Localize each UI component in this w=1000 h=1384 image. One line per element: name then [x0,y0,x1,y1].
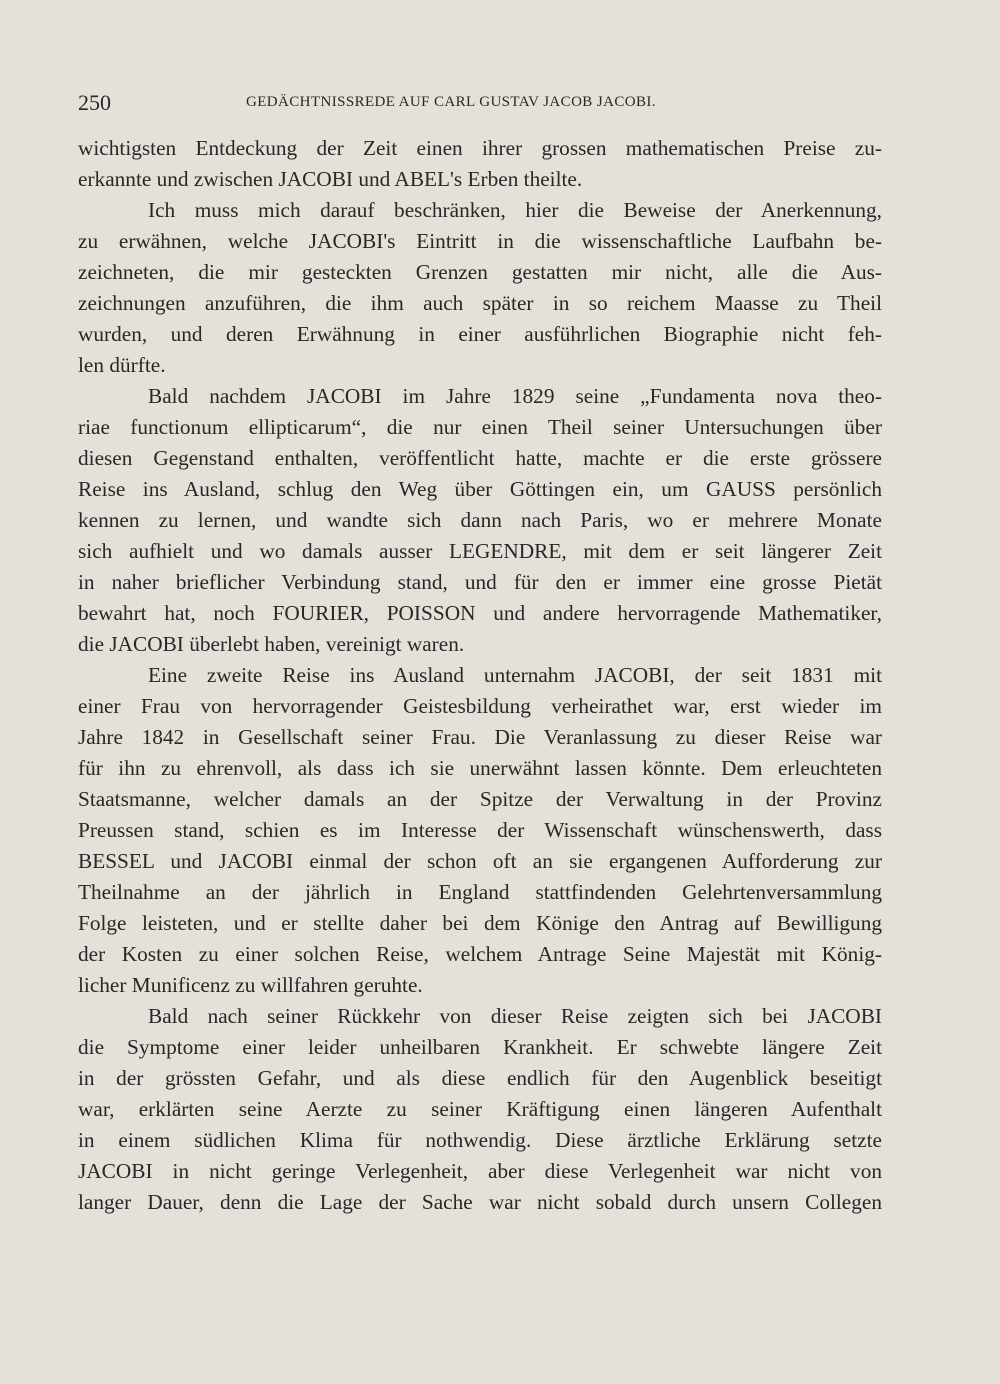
text-line: Bald nachdem JACOBI im Jahre 1829 seine „Fundamenta nova theo- [148,384,882,408]
text-line: Ich muss mich darauf beschränken, hier die Beweise der Anerkennung, [148,198,882,222]
text-line: war, erklärten seine Aerzte zu seiner Kräftigung einen längeren Aufenthalt [78,1097,882,1121]
text-line: wurden, und deren Erwähnung in einer ausführlichen Biographie nicht feh- [78,322,882,346]
body-text [78,133,882,1218]
text-line: JACOBI in nicht geringe Verlegenheit, aber diese Verlegenheit war nicht von [78,1159,882,1183]
text-line: kennen zu lernen, und wandte sich dann nach Paris, wo er mehrere Monate [78,508,882,532]
text-line: Staatsmanne, welcher damals an der Spitze der Verwaltung in der Provinz [78,787,882,811]
text-line: sich aufhielt und wo damals ausser LEGENDRE, mit dem er seit längerer Zeit [78,539,882,563]
text-line: Folge leisteten, und er stellte daher bei dem Könige den Antrag auf Bewilligung [78,911,882,935]
text-line: erkannte und zwischen JACOBI und ABEL's Erben theilte. [78,167,583,191]
text-line: langer Dauer, denn die Lage der Sache war nicht sobald durch unsern Collegen [78,1190,882,1214]
text-line: einer Frau von hervorragender Geistesbildung verheirathet war, erst wieder im [78,694,882,718]
text-line: für ihn zu ehrenvoll, als dass ich sie unerwähnt lassen könnte. Dem erleuchteten [78,756,882,780]
running-title: GEDÄCHTNISSREDE AUF CARL GUSTAV JACOB JACOBI. [246,94,656,110]
text-line: wichtigsten Entdeckung der Zeit einen ihrer grossen mathematischen Preise zu- [78,136,882,160]
text-line: Bald nach seiner Rückkehr von dieser Reise zeigten sich bei JACOBI [148,1004,882,1028]
text-line: bewahrt hat, noch FOURIER, POISSON und andere hervorragende Mathematiker, [78,601,882,625]
text-line: len dürfte. [78,353,166,377]
text-line: in naher brieflicher Verbindung stand, und für den er immer eine grosse Pietät [78,570,882,594]
text-line: die Symptome einer leider unheilbaren Krankheit. Er schwebte längere Zeit [78,1035,882,1059]
text-line: Theilnahme an der jährlich in England stattfindenden Gelehrtenversammlung [78,880,882,904]
text-line: riae functionum ellipticarum“, die nur einen Theil seiner Untersuchungen über [78,415,882,439]
text-line: Preussen stand, schien es im Interesse der Wissenschaft wünschenswerth, dass [78,818,882,842]
text-line: die JACOBI überlebt haben, vereinigt waren. [78,632,465,656]
text-line: in einem südlichen Klima für nothwendig. Diese ärztliche Erklärung setzte [78,1128,882,1152]
text-line: zu erwähnen, welche JACOBI's Eintritt in die wissenschaftliche Laufbahn be- [78,229,882,253]
text-line: in der grössten Gefahr, und als diese endlich für den Augenblick beseitigt [78,1066,882,1090]
page-header [78,90,883,120]
text-line: BESSEL und JACOBI einmal der schon oft an sie ergangenen Aufforderung zur [78,849,882,873]
text-line: Eine zweite Reise ins Ausland unternahm JACOBI, der seit 1831 mit [148,663,882,687]
text-line: Reise ins Ausland, schlug den Weg über Göttingen ein, um GAUSS persönlich [78,477,882,501]
text-line: Jahre 1842 in Gesellschaft seiner Frau. Die Veranlassung zu dieser Reise war [78,725,882,749]
page-number: 250 [78,90,111,115]
text-line: zeichneten, die mir gesteckten Grenzen gestatten mir nicht, alle die Aus- [78,260,882,284]
text-line: der Kosten zu einer solchen Reise, welchem Antrage Seine Majestät mit König- [78,942,882,966]
text-line: diesen Gegenstand enthalten, veröffentlicht hatte, machte er die erste grössere [78,446,882,470]
text-line: licher Munificenz zu willfahren geruhte. [78,973,423,997]
text-line: zeichnungen anzuführen, die ihm auch später in so reichem Maasse zu Theil [78,291,882,315]
